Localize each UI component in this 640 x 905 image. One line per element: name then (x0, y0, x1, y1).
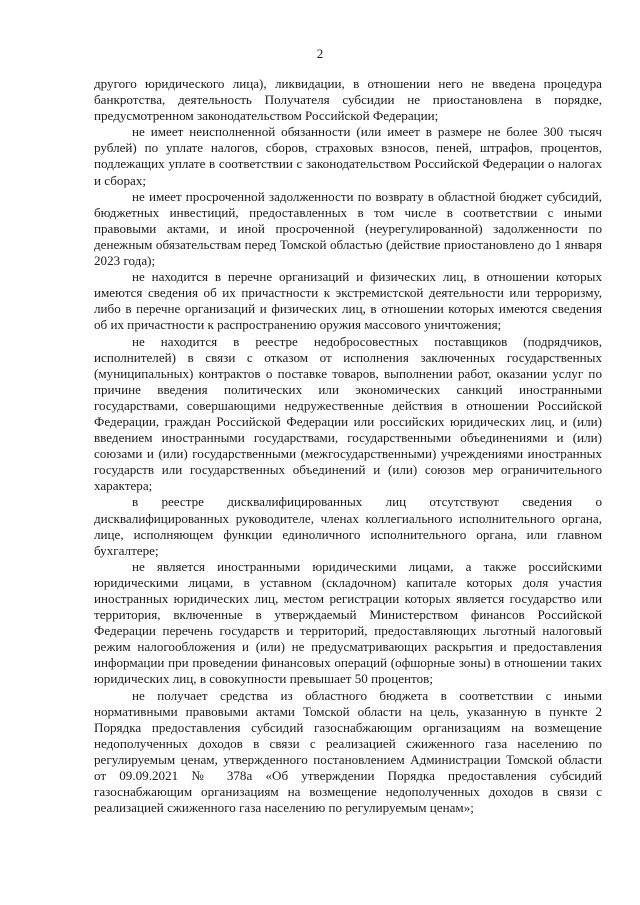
paragraph-tax-obligations: не имеет неисполненной обязанности (или имеет в размере не более 300 тысяч рублей) по уплате налогов, сборов, страховых взносов, пеней, штрафов, процентов, подлежащих уплате в соответствии с законодательством Российской Федерации о налогах и сборах; (94, 124, 602, 188)
paragraph-foreign-entities: не является иностранными юридическими лицами, а также российскими юридическими лицами, в уставном (складочном) капитале которых доля участия иностранных юридических лиц, местом регистрации которых является государство или территория, включенные в утверждаемый Министерством финансов Российской Федерации перечень государств и территорий, предоставляющих льготный налоговый режим налогообложения и (или) не предусматривающих раскрытия и предоставления информации при проведении финансовых операций (офшорные зоны) в отношении таких юридических лиц, в совокупности превышает 50 процентов; (94, 558, 602, 687)
page-number: 2 (316, 46, 324, 61)
paragraph-disqualified-persons: в реестре дисквалифицированных лиц отсутствуют сведения о дисквалифицированных руководителе, членах коллегиального исполнительного органа, лице, исполняющем функции единоличного исполнительного органа, или главном бухгалтере; (94, 494, 602, 558)
paragraph-unfair-suppliers: не находится в реестре недобросовестных поставщиков (подрядчиков, исполнителей) в связи с отказом от исполнения заключенных государственных (муниципальных) контрактов о поставке товаров, выполнении работ, оказании услуг по причине введения политических или экономических санкций иностранными государствами, совершающими недружественные действия в отношении Российской Федерации, граждан Российской Федерации или российских юридических лиц, и (или) введением иностранными государствами, государственными объединениями и (или) союзами и (или) государственными (межгосударственными) учреждениями иностранных государств или государственных объединений и (или) союзов мер ограничительного характера; (94, 333, 602, 494)
paragraph-overdue-debt: не имеет просроченной задолженности по возврату в областной бюджет субсидий, бюджетных инвестиций, предоставленных в том числе в соответствии с иными правовыми актами, и иной просроченной (неурегулированной) задолженности по денежным обязательствам перед Томской областью (действие приостановлено до 1 января 2023 года); (94, 188, 602, 269)
paragraph-extremism-list: не находится в перечне организаций и физических лиц, в отношении которых имеются сведения об их причастности к экстремистской деятельности или терроризму, либо в перечне организаций и физических лиц, в отношении которых имеются сведения об их причастности к распространению оружия массового уничтожения; (94, 269, 602, 333)
paragraph-continuation: другого юридического лица), ликвидации, в отношении него не введена процедура банкротства, деятельность Получателя субсидии не приостановлена в порядке, предусмотренном законодательством Российской Федерации; (94, 76, 602, 124)
document-body (94, 76, 602, 816)
paragraph-budget-funds: не получает средства из областного бюджета в соответствии с иными нормативными правовыми актами Томской области на цель, указанную в пункте 2 Порядка предоставления субсидий газоснабжающим организациям на возмещение недополученных доходов в связи с реализацией сжиженного газа населению по регулируемым ценам, утвержденного постановлением Администрации Томской области от 09.09.2021 № 378а «Об утверждении Порядка предоставления субсидий газоснабжающим организациям на возмещение недополученных доходов в связи с реализацией сжиженного газа населению по регулируемым ценам»; (94, 687, 602, 816)
